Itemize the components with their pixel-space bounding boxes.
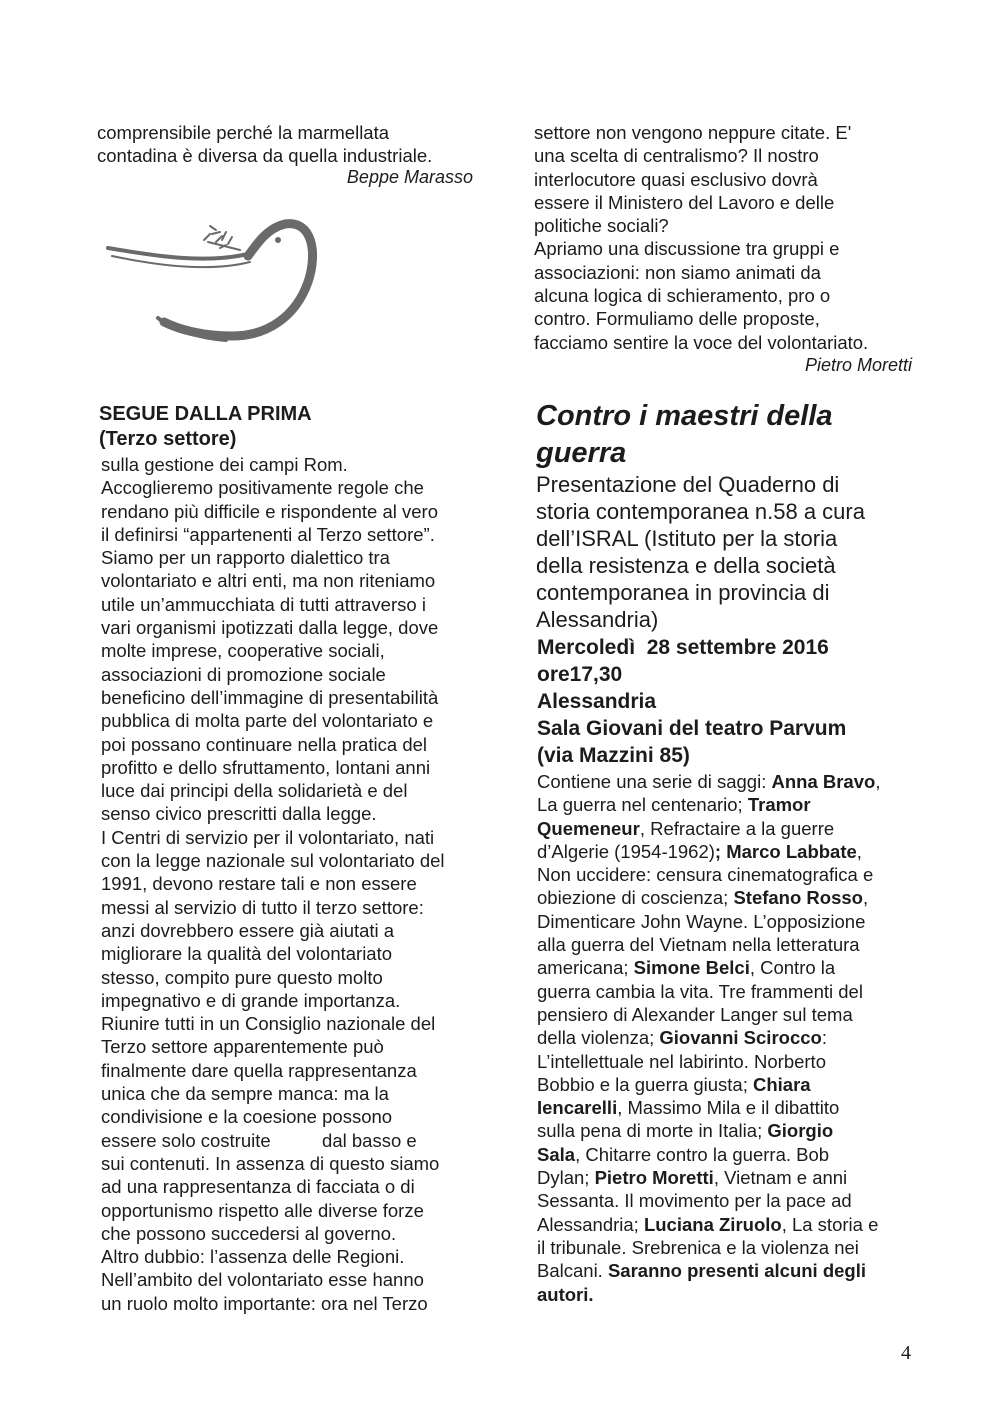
text-line: Terzo settore apparentemente può [101,1036,384,1058]
text-line: con la legge nazionale sul volontariato del [101,850,445,872]
text-run: obiezione di coscienza; [537,887,734,909]
segue-heading: SEGUE DALLA PRIMA [99,403,312,425]
text-line: storia contemporanea n.58 a cura [536,499,865,524]
text-run: Non uccidere: censura cinematografica e [537,864,874,886]
text-run: , Vietnam e anni [713,1167,848,1189]
bold-name-run: Simone Belci [633,957,750,979]
text-line: essere solo costruite dal basso e [101,1129,417,1151]
dove-with-olive-branch-icon [100,212,330,352]
text-line [537,1026,937,1049]
text-line [537,1073,937,1096]
bold-name-run: Anna Bravo [771,771,876,792]
text-line: associazioni di promozione sociale [101,663,386,685]
text-line: pubblica di molta parte del volontariato e [101,710,434,732]
text-run: americana; [537,957,634,979]
text-line: una scelta di centralismo? Il nostro [534,145,819,167]
text-run: , Chitarre contro la guerra. Bob [575,1143,830,1165]
text-line: un ruolo molto importante: ora nel Terzo [101,1292,428,1314]
text-run: sulla pena di morte in Italia; [537,1120,768,1142]
text-line: contadina è diversa da quella industriale. [97,145,433,167]
text-line: molte imprese, cooperative sociali, [101,640,385,662]
text-run: , [875,771,881,792]
text-line [537,1213,937,1236]
text-line [537,1143,937,1166]
bold-name-run: Stefano Rosso [733,887,863,909]
text-line: Nell’ambito del volontariato esse hanno [101,1269,424,1291]
bold-name-run: Quemeneur [537,817,640,839]
text-line [537,817,937,840]
text-line: politiche sociali? [534,215,669,237]
text-run: Balcani. [537,1260,608,1282]
text-line [537,770,937,793]
text-line: poi possano continuare nella pratica del [101,733,428,755]
text-line: Accoglieremo positivamente regole che [101,477,424,499]
event-address: (via Mazzini 85) [537,744,690,767]
text-line: Alessandria) [536,607,659,632]
text-line [537,933,937,956]
text-line: stesso, compito pure questo molto [101,966,383,988]
text-run: , [862,887,869,909]
text-line [537,910,937,933]
text-run: della violenza; [537,1027,660,1049]
text-line: volontariato e altri enti, ma non riteniamo [101,570,436,592]
text-run: guerra cambia la vita. Tre frammenti del [537,980,863,1002]
text-run: Dimenticare John Wayne. L’opposizione [537,910,866,932]
text-run: , La storia e [781,1213,879,1235]
text-run: , Contro la [749,957,836,979]
text-line [537,863,937,886]
signature-marasso: Beppe Marasso [346,167,473,187]
bold-name-run: Sala [537,1143,576,1165]
text-line: Altro dubbio: l’assenza delle Regioni. [101,1246,405,1268]
text-line: impegnativo e di grande importanza. [101,989,401,1011]
event-title-line: Contro i maestri della [536,400,833,432]
text-line: messi al servizio di tutto il terzo settore: [101,896,424,918]
text-line: ad una rappresentanza di facciata o di [101,1176,415,1198]
text-run: Bobbio e la guerra giusta; [537,1073,753,1095]
text-line [537,1189,937,1212]
text-run: L’intellettuale nel labirinto. Norberto [537,1050,826,1072]
event-details [537,634,937,769]
text-line [537,1283,937,1306]
event-title [536,398,833,472]
text-line: 1991, devono restare tali e non essere [101,873,417,895]
text-line [537,840,937,863]
bold-name-run: Chiara [752,1073,811,1095]
text-line: della resistenza e della società [536,553,836,578]
event-contents [537,770,937,1306]
text-line: facciamo sentire la voce del volontariato. [534,331,869,353]
text-line [537,1259,937,1282]
text-line: opportunismo rispetto alle diverse forze [101,1199,424,1221]
text-line [537,980,937,1003]
text-run: pensiero di Alexander Langer sul tema [537,1003,853,1025]
text-line: senso civico prescritti dalla legge. [101,803,377,825]
segue-subheading: (Terzo settore) [99,428,237,450]
text-line: dell’ISRAL (Istituto per la storia [536,526,838,551]
text-line: settore non vengono neppure citate. E' [534,122,852,143]
text-line [537,793,937,816]
text-line: migliorare la qualità del volontariato [101,943,393,965]
text-line [537,1236,937,1259]
text-line [537,1166,937,1189]
text-line: beneficino dell’immagine di presentabilità [101,686,439,708]
text-line: sui contenuti. In assenza di questo siamo [101,1152,440,1174]
segue-body [101,453,491,1315]
text-line: associazioni: non siamo animati da [534,261,821,283]
text-line [537,1050,937,1073]
text-line: sulla gestione dei campi Rom. [101,454,348,475]
text-run: d’Algerie (1954-1962) [537,840,715,862]
event-time: ore17,30 [537,663,623,686]
text-line: che possono succedersi al governo. [101,1222,397,1244]
text-run: , Refractaire a la guerre [639,817,835,839]
text-run: Sessanta. Il movimento per la pace ad [537,1190,852,1212]
text-line: Presentazione del Quaderno di [536,472,840,497]
text-run: Contiene una serie di saggi: [537,771,772,792]
text-line: alcuna logica di schieramento, pro o [534,285,831,307]
text-line [537,1119,937,1142]
signature-moretti: Pietro Moretti [804,355,912,375]
text-line: comprensibile perché la marmellata [97,122,390,143]
text-line: Apriamo una discussione tra gruppi e [534,238,840,260]
bold-name-run: Luciana Ziruolo [643,1213,782,1235]
bold-name-run: Tramor [747,794,811,816]
page-number: 4 [901,1342,911,1364]
text-line: vari organismi ipotizzati dalla legge, dove [101,617,439,639]
text-line: utile un’ammucchiata di tutti attraverso i [101,593,426,615]
bold-name-run: autori. [537,1283,594,1305]
text-line: finalmente dare quella rappresentanza [101,1059,417,1081]
text-line [537,956,937,979]
event-venue: Sala Giovani del teatro Parvum [537,717,847,740]
text-line: contemporanea in provincia di [536,580,830,605]
event-city: Alessandria [537,690,657,713]
text-run: , [856,840,862,862]
text-line: condivisione e la coesione possono [101,1106,393,1128]
text-run: : [821,1027,827,1049]
right-top-text [534,121,934,354]
bold-name-run: Saranno presenti alcuni degli [607,1260,867,1282]
text-run: , Massimo Mila e il dibattito [617,1097,840,1119]
text-run: il tribunale. Srebrenica e la violenza nei [537,1236,859,1258]
text-line: profitto e dello sfruttamento, lontani anni [101,756,431,778]
bold-name-run: Iencarelli [537,1097,618,1119]
text-line: rendano più difficile e rispondente al vero [101,500,438,522]
bold-name-run: Giorgio [767,1120,834,1142]
text-line: I Centri di servizio per il volontariato, nati [101,826,435,848]
text-run: alla guerra del Vietnam nella letteratura [537,934,860,956]
event-intro [536,471,936,633]
event-date: Mercoledì 28 settembre 2016 [537,636,829,659]
text-line [537,1003,937,1026]
bold-name-run: Pietro Moretti [594,1167,714,1189]
bold-name-run: ; Marco Labbate [714,840,857,862]
text-run: La guerra nel centenario; [537,794,748,816]
text-line: anzi dovrebbero essere già aiutati a [101,919,395,941]
text-line [537,1096,937,1119]
left-top-text [97,121,487,168]
text-line: contro. Formuliamo delle proposte, [534,308,820,330]
text-line: interlocutore quasi esclusivo dovrà [534,168,818,190]
text-run: Dylan; [537,1167,595,1189]
text-run: Alessandria; [537,1213,644,1235]
text-line: il definirsi “appartenenti al Terzo settore”. [101,523,435,545]
event-title-line: guerra [536,437,627,469]
bold-name-run: Giovanni Scirocco [659,1027,822,1049]
text-line: Riunire tutti in un Consiglio nazionale del [101,1013,436,1035]
text-line: Siamo per un rapporto dialettico tra [101,547,390,569]
text-line: unica che da sempre manca: ma la [101,1083,389,1105]
text-line: luce dai principi della solidarietà e del [101,780,408,802]
text-line: essere il Ministero del Lavoro e delle [534,191,835,213]
text-line [537,886,937,909]
